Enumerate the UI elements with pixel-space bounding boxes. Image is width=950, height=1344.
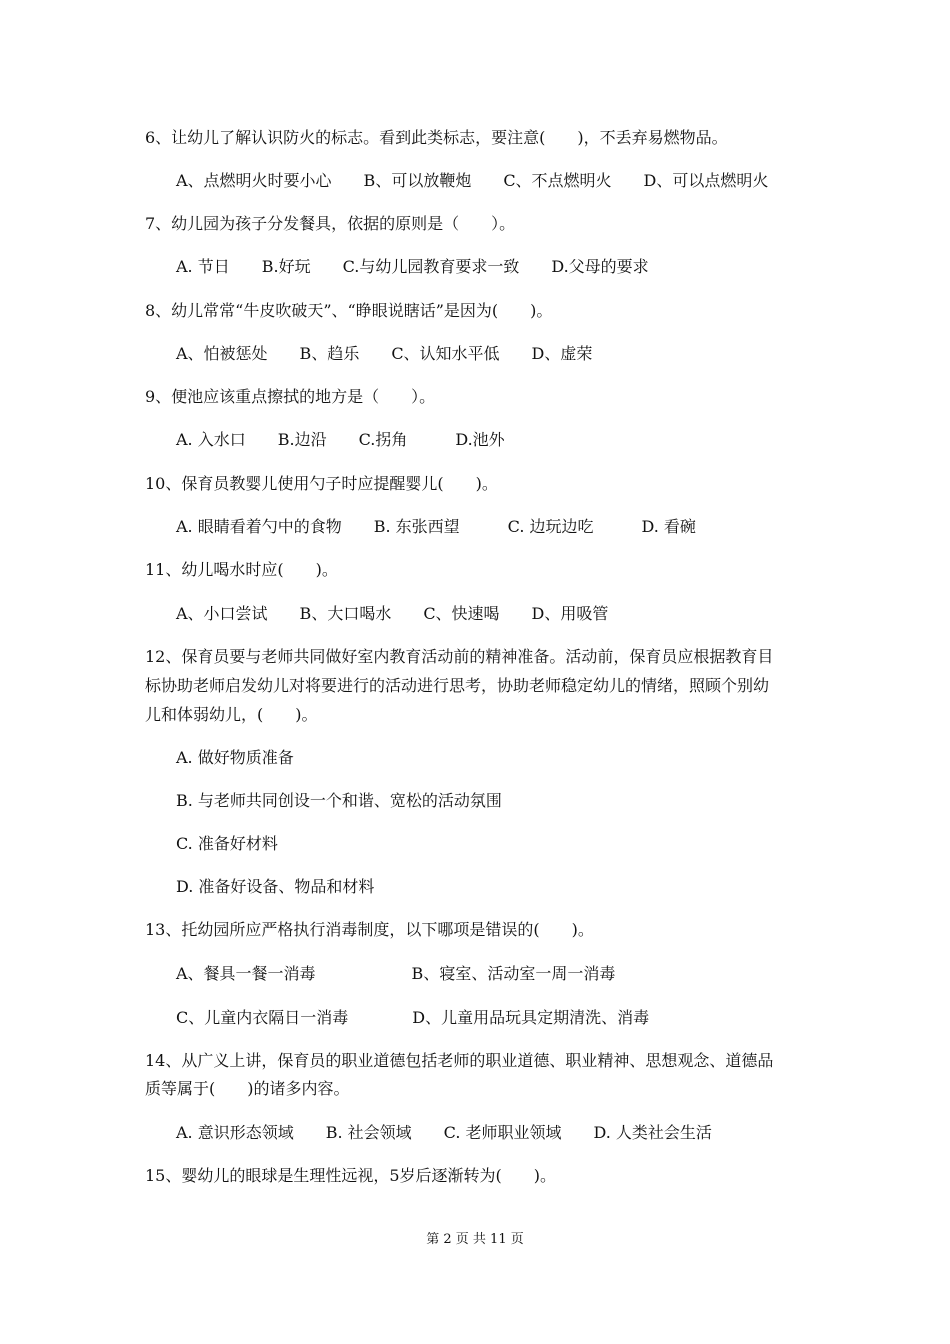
- question-13-options-ab: A、餐具一餐一消毒 B、寝室、活动室一周一消毒: [176, 964, 616, 983]
- question-10-options: A. 眼睛看着勺中的食物 B. 东张西望 C. 边玩边吃 D. 看碗: [176, 517, 696, 536]
- question-12-option-c: C. 准备好材料: [176, 834, 278, 853]
- question-9-options: A. 入水口 B.边沿 C.拐角 D.池外: [176, 430, 505, 449]
- question-7-options: A. 节日 B.好玩 C.与幼儿园教育要求一致 D.父母的要求: [176, 257, 649, 276]
- question-11-options: A、小口尝试 B、大口喝水 C、快速喝 D、用吸管: [176, 604, 609, 623]
- question-12-option-a: A. 做好物质准备: [176, 748, 294, 767]
- question-14-line-1: 14、从广义上讲，保育员的职业道德包括老师的职业道德、职业精神、思想观念、道德品: [145, 1051, 774, 1070]
- question-12-line-1: 12、保育员要与老师共同做好室内教育活动前的精神准备。活动前，保育员应根据教育目: [145, 647, 774, 666]
- question-10: 10、保育员教婴儿使用勺子时应提醒婴儿( )。: [145, 474, 498, 493]
- question-12-line-2: 标协助老师启发幼儿对将要进行的活动进行思考，协助老师稳定幼儿的情绪，照顾个别幼: [145, 676, 770, 695]
- page-indicator: 第 2 页 共 11 页: [426, 1232, 524, 1247]
- question-7: 7、幼儿园为孩子分发餐具，依据的原则是（ ）。: [145, 214, 516, 233]
- question-11: 11、幼儿喝水时应( )。: [145, 560, 338, 579]
- question-13-options-cd: C、儿童内衣隔日一消毒 D、儿童用品玩具定期清洗、消毒: [176, 1008, 650, 1027]
- question-12-option-d: D. 准备好设备、物品和材料: [176, 877, 375, 896]
- question-6: 6、让幼儿了解认识防火的标志。看到此类标志，要注意( )，不丢弃易燃物品。: [145, 128, 728, 147]
- question-8-options: A、怕被惩处 B、趋乐 C、认知水平低 D、虚荣: [176, 344, 593, 363]
- question-13: 13、托幼园所应严格执行消毒制度，以下哪项是错误的( )。: [145, 920, 594, 939]
- question-8: 8、幼儿常常“牛皮吹破天”、“睁眼说瞎话”是因为( )。: [145, 301, 553, 320]
- question-15: 15、婴幼儿的眼球是生理性远视，5岁后逐渐转为( )。: [145, 1166, 557, 1185]
- question-6-options: A、点燃明火时要小心 B、可以放鞭炮 C、不点燃明火 D、可以点燃明火: [176, 171, 769, 190]
- question-9: 9、便池应该重点擦拭的地方是（ ）。: [145, 387, 436, 406]
- question-14-line-2: 质等属于( )的诸多内容。: [145, 1079, 350, 1098]
- question-12-option-b: B. 与老师共同创设一个和谐、宽松的活动氛围: [176, 791, 502, 810]
- question-14-options: A. 意识形态领域 B. 社会领域 C. 老师职业领域 D. 人类社会生活: [176, 1123, 712, 1142]
- question-12-line-3: 儿和体弱幼儿，( )。: [145, 705, 318, 724]
